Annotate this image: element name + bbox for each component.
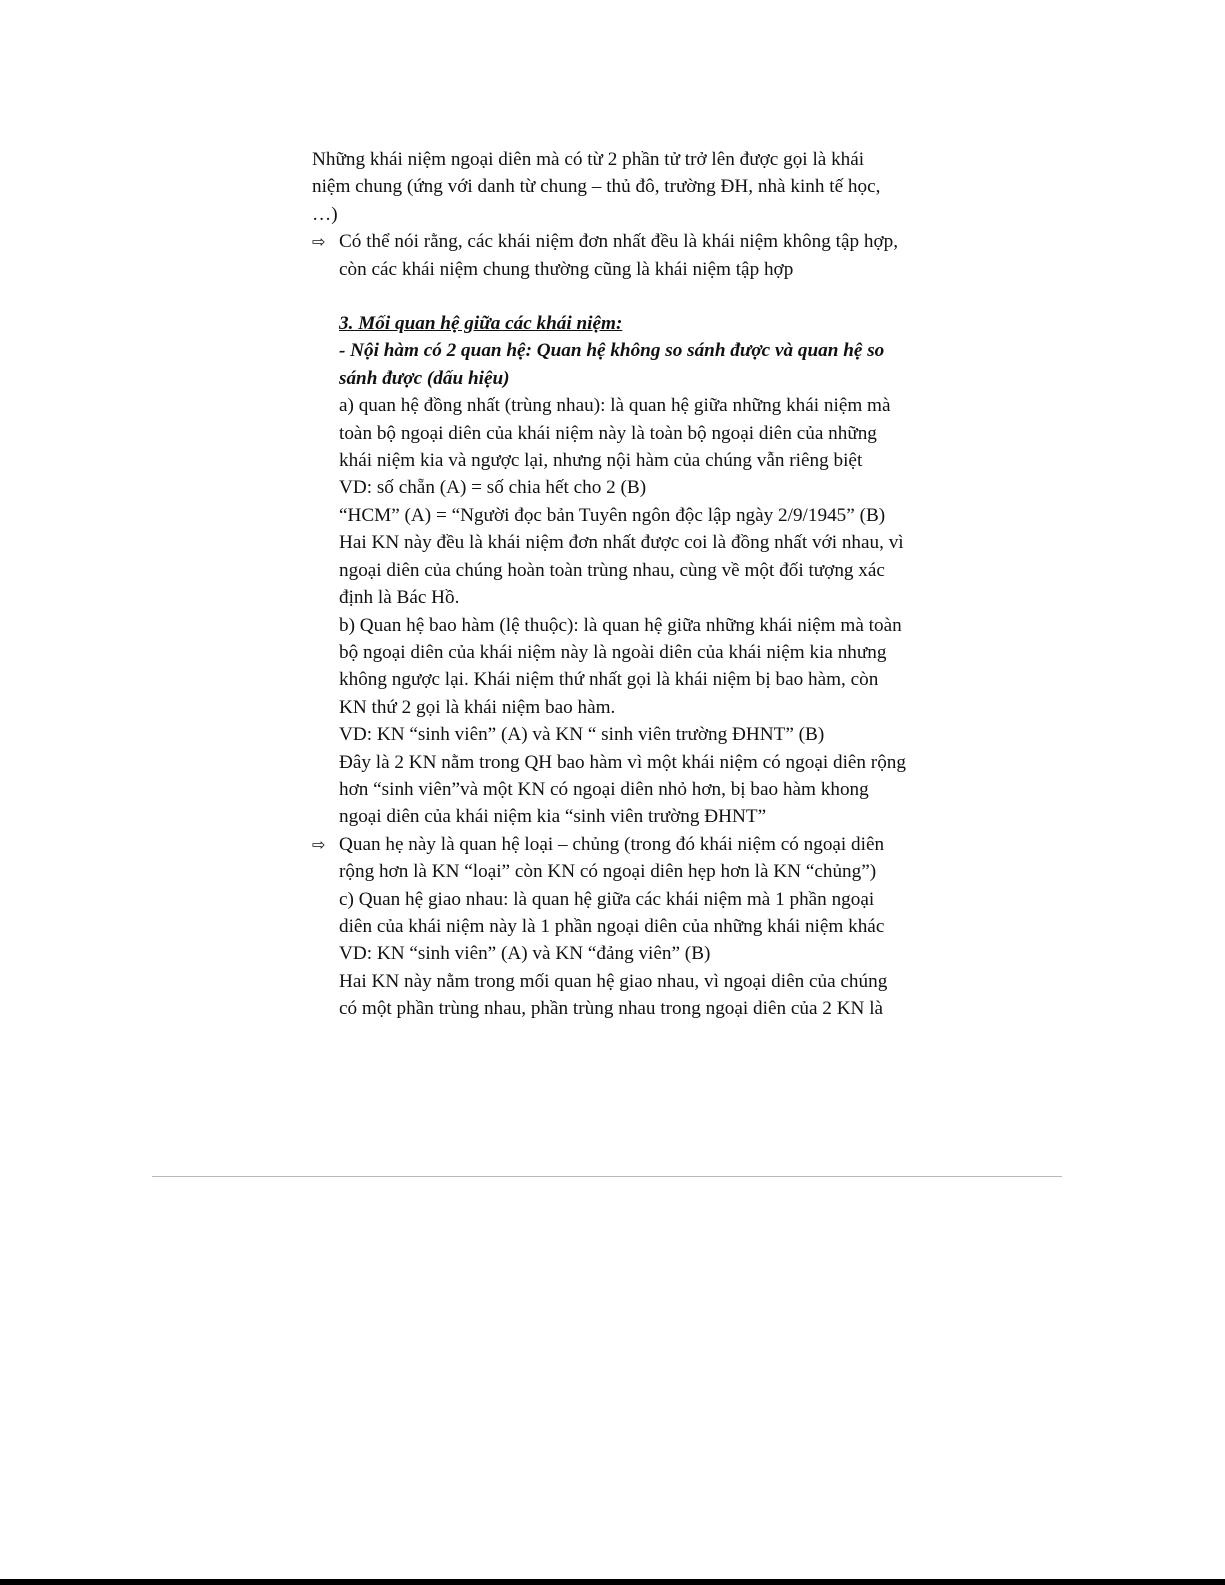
body-line: VD: KN “sinh viên” (A) và KN “đảng viên” (B)	[339, 943, 711, 965]
body-line: Hai KN này đều là khái niệm đơn nhất được coi là đồng nhất với nhau, vì	[339, 532, 904, 554]
body-line: toàn bộ ngoại diên của khái niệm này là toàn bộ ngoại diên của những	[339, 422, 877, 444]
page-content	[312, 146, 962, 1023]
conclusion-2	[312, 831, 962, 886]
bottom-bar	[0, 1579, 1225, 1585]
conclusion-line: Quan hẹ này là quan hệ loại – chủng (trong đó khái niệm có ngoại diên	[339, 833, 885, 855]
body-line: Đây là 2 KN nằm trong QH bao hàm vì một khái niệm có ngoại diên rộng	[339, 751, 906, 773]
body-line: hơn “sinh viên”và một KN có ngoại diên nhỏ hơn, bị bao hàm khong	[339, 778, 869, 800]
body-line: b) Quan hệ bao hàm (lệ thuộc): là quan hệ giữa những khái niệm mà toàn	[339, 614, 902, 636]
arrow-right-icon: ⇨	[312, 232, 326, 252]
body-line: KN thứ 2 gọi là khái niệm bao hàm.	[339, 696, 616, 718]
conclusion-line: còn các khái niệm chung thường cũng là khái niệm tập hợp	[339, 258, 794, 280]
body-line: VD: số chẵn (A) = số chia hết cho 2 (B)	[339, 477, 647, 499]
body-line: định là Bác Hồ.	[339, 587, 460, 609]
conclusion-1	[312, 228, 962, 283]
body-line: ngoại diên của khái niệm kia “sinh viên trường ĐHNT”	[339, 806, 767, 828]
body-line: bộ ngoại diên của khái niệm này là ngoài diên của khái niệm kia nhưng	[339, 641, 887, 663]
conclusion-line: Có thể nói rằng, các khái niệm đơn nhất đều là khái niệm không tập hợp,	[339, 231, 899, 253]
body-line: khái niệm kia và ngược lại, nhưng nội hàm của chúng vẫn riêng biệt	[339, 450, 863, 472]
intro-line: Những khái niệm ngoại diên mà có từ 2 phần tử trở lên được gọi là khái	[312, 149, 865, 170]
subheading-line: sánh được (dấu hiệu)	[339, 367, 510, 389]
body-line: ngoại diên của chúng hoàn toàn trùng nhau, cùng về một đối tượng xác	[339, 559, 885, 581]
body-line: diên của khái niệm này là 1 phần ngoại diên của những khái niệm khác	[339, 915, 885, 937]
page-divider	[152, 1176, 1062, 1177]
body-line: c) Quan hệ giao nhau: là quan hệ giữa các khái niệm mà 1 phần ngoại	[339, 888, 875, 910]
intro-line: niệm chung (ứng với danh từ chung – thủ đô, trường ĐH, nhà kinh tế học,	[312, 176, 881, 198]
conclusion-line: rộng hơn là KN “loại” còn KN có ngoại diên hẹp hơn là KN “chủng”)	[339, 861, 877, 883]
body-line: “HCM” (A) = “Người đọc bản Tuyên ngôn độc lập ngày 2/9/1945” (B)	[339, 504, 886, 526]
intro-line: …)	[312, 203, 338, 225]
arrow-right-icon: ⇨	[312, 834, 326, 854]
body-line: Hai KN này nằm trong mối quan hệ giao nhau, vì ngoại diên của chúng	[339, 970, 888, 992]
body-line: VD: KN “sinh viên” (A) và KN “ sinh viên trường ĐHNT” (B)	[339, 724, 825, 746]
body-line: a) quan hệ đồng nhất (trùng nhau): là quan hệ giữa những khái niệm mà	[339, 395, 891, 417]
section-heading: 3. Mối quan hệ giữa các khái niệm:	[339, 313, 623, 335]
subheading-line: - Nội hàm có 2 quan hệ: Quan hệ không so sánh được và quan hệ so	[339, 340, 885, 362]
body-line: không ngược lại. Khái niệm thứ nhất gọi là khái niệm bị bao hàm, còn	[339, 669, 879, 691]
body-line: có một phần trùng nhau, phần trùng nhau trong ngoại diên của 2 KN là	[339, 998, 884, 1020]
